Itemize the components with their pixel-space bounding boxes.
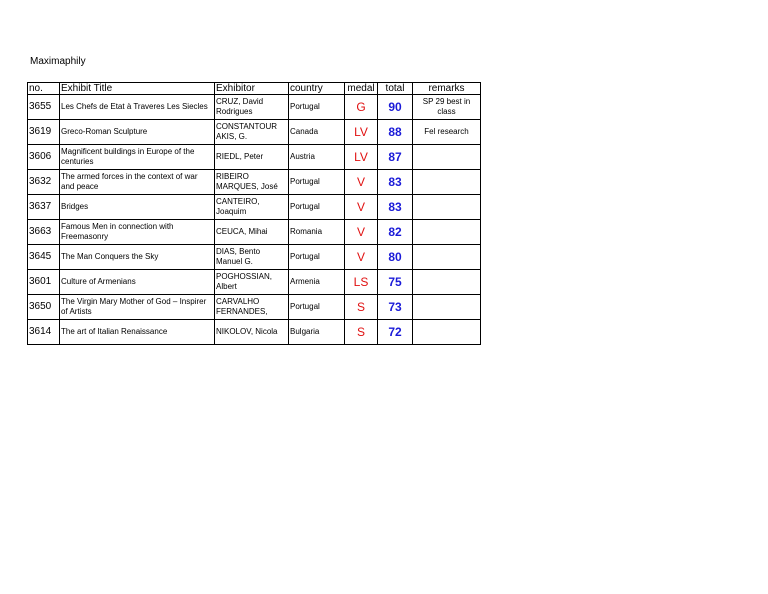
cell-exhibit-title bbox=[60, 95, 215, 120]
cell-country: Canada bbox=[289, 120, 345, 145]
cell-country: Romania bbox=[289, 220, 345, 245]
cell-country: Armenia bbox=[289, 270, 345, 295]
header-exhibit-title: Exhibit Title bbox=[60, 83, 215, 95]
cell-exhibit-title bbox=[60, 220, 215, 245]
table-row bbox=[28, 195, 481, 220]
table-row bbox=[28, 220, 481, 245]
cell-exhibitor-text: DIAS, Bento Manuel G. bbox=[216, 247, 261, 266]
cell-no: 3637 bbox=[28, 195, 60, 220]
cell-remarks bbox=[413, 320, 481, 345]
cell-exhibit-title-text: The Man Conquers the Sky bbox=[61, 252, 159, 261]
cell-exhibit-title-text: Famous Men in connection with Freemasonry bbox=[61, 222, 174, 241]
cell-exhibit-title bbox=[60, 245, 215, 270]
table-row bbox=[28, 145, 481, 170]
cell-exhibit-title bbox=[60, 170, 215, 195]
header-medal: medal bbox=[345, 83, 378, 95]
cell-exhibit-title-text: Magnificent buildings in Europe of the centuries bbox=[61, 147, 195, 166]
table-row bbox=[28, 170, 481, 195]
cell-total: 73 bbox=[378, 295, 413, 320]
cell-remarks bbox=[413, 145, 481, 170]
cell-exhibitor bbox=[215, 145, 289, 170]
results-table bbox=[27, 82, 481, 345]
cell-total: 83 bbox=[378, 195, 413, 220]
cell-no: 3663 bbox=[28, 220, 60, 245]
table-row bbox=[28, 245, 481, 270]
cell-no: 3601 bbox=[28, 270, 60, 295]
table-row bbox=[28, 270, 481, 295]
cell-medal: LS bbox=[345, 270, 378, 295]
cell-remarks bbox=[413, 195, 481, 220]
cell-total: 75 bbox=[378, 270, 413, 295]
cell-exhibitor-text: CANTEIRO, Joaquim bbox=[216, 197, 260, 216]
header-remarks: remarks bbox=[413, 83, 481, 95]
cell-total: 88 bbox=[378, 120, 413, 145]
cell-no: 3645 bbox=[28, 245, 60, 270]
cell-exhibitor bbox=[215, 195, 289, 220]
cell-exhibit-title-text: Culture of Armenians bbox=[61, 277, 136, 286]
cell-exhibitor-text: CEUCA, Mihai bbox=[216, 227, 268, 236]
table-row bbox=[28, 295, 481, 320]
cell-exhibitor-text: CRUZ, David Rodrigues bbox=[216, 97, 264, 116]
cell-exhibit-title-text: Bridges bbox=[61, 202, 89, 211]
table-row bbox=[28, 320, 481, 345]
cell-total: 83 bbox=[378, 170, 413, 195]
cell-exhibitor-text: POGHOSSIAN, Albert bbox=[216, 272, 273, 291]
cell-total: 80 bbox=[378, 245, 413, 270]
cell-total: 90 bbox=[378, 95, 413, 120]
cell-country: Portugal bbox=[289, 295, 345, 320]
cell-country: Bulgaria bbox=[289, 320, 345, 345]
cell-country: Portugal bbox=[289, 95, 345, 120]
cell-medal: G bbox=[345, 95, 378, 120]
cell-no: 3632 bbox=[28, 170, 60, 195]
cell-exhibit-title bbox=[60, 270, 215, 295]
cell-total: 72 bbox=[378, 320, 413, 345]
cell-no: 3614 bbox=[28, 320, 60, 345]
cell-remarks bbox=[413, 245, 481, 270]
cell-exhibitor-text: CONSTANTOUR AKIS, G. bbox=[216, 122, 278, 141]
cell-medal: V bbox=[345, 220, 378, 245]
cell-country: Portugal bbox=[289, 195, 345, 220]
cell-exhibit-title-text: The Virgin Mary Mother of God – Inspirer of Artists bbox=[61, 297, 207, 316]
cell-exhibitor-text: RIBEIRO MARQUES, José bbox=[216, 172, 278, 191]
cell-remarks bbox=[413, 220, 481, 245]
cell-country: Portugal bbox=[289, 170, 345, 195]
cell-exhibitor bbox=[215, 270, 289, 295]
cell-medal: V bbox=[345, 245, 378, 270]
table-row bbox=[28, 120, 481, 145]
cell-no: 3619 bbox=[28, 120, 60, 145]
cell-exhibitor-text: NIKOLOV, Nicola bbox=[216, 327, 278, 336]
cell-remarks bbox=[413, 295, 481, 320]
cell-no: 3606 bbox=[28, 145, 60, 170]
cell-no: 3650 bbox=[28, 295, 60, 320]
header-no: no. bbox=[28, 83, 60, 95]
cell-exhibit-title-text: Greco-Roman Sculpture bbox=[61, 127, 148, 136]
cell-medal: LV bbox=[345, 120, 378, 145]
cell-exhibitor bbox=[215, 245, 289, 270]
cell-country: Portugal bbox=[289, 245, 345, 270]
header-row bbox=[28, 83, 481, 95]
cell-exhibitor bbox=[215, 120, 289, 145]
cell-exhibit-title-text: Les Chefs de Etat à Traveres Les Siecles bbox=[61, 102, 208, 111]
cell-exhibit-title bbox=[60, 145, 215, 170]
cell-exhibit-title-text: The armed forces in the context of war and peace bbox=[61, 172, 198, 191]
cell-medal: V bbox=[345, 170, 378, 195]
table-row bbox=[28, 95, 481, 120]
header-country: country bbox=[289, 83, 345, 95]
cell-exhibit-title bbox=[60, 120, 215, 145]
cell-exhibitor-text: RIEDL, Peter bbox=[216, 152, 264, 161]
header-total: total bbox=[378, 83, 413, 95]
cell-remarks: SP 29 best in class bbox=[413, 95, 481, 120]
cell-no: 3655 bbox=[28, 95, 60, 120]
cell-exhibit-title-text: The art of Italian Renaissance bbox=[61, 327, 168, 336]
cell-exhibit-title bbox=[60, 195, 215, 220]
cell-medal: S bbox=[345, 295, 378, 320]
cell-total: 87 bbox=[378, 145, 413, 170]
cell-exhibit-title bbox=[60, 320, 215, 345]
cell-exhibitor bbox=[215, 320, 289, 345]
cell-medal: S bbox=[345, 320, 378, 345]
cell-medal: V bbox=[345, 195, 378, 220]
cell-country: Austria bbox=[289, 145, 345, 170]
cell-exhibitor bbox=[215, 220, 289, 245]
cell-remarks: Fel research bbox=[413, 120, 481, 145]
cell-medal: LV bbox=[345, 145, 378, 170]
cell-remarks bbox=[413, 270, 481, 295]
cell-exhibitor bbox=[215, 95, 289, 120]
cell-exhibit-title bbox=[60, 295, 215, 320]
cell-exhibitor bbox=[215, 295, 289, 320]
cell-remarks bbox=[413, 170, 481, 195]
cell-total: 82 bbox=[378, 220, 413, 245]
cell-exhibitor bbox=[215, 170, 289, 195]
cell-exhibitor-text: CARVALHO FERNANDES, bbox=[216, 297, 268, 316]
page-title: Maximaphily bbox=[30, 56, 86, 67]
header-exhibitor: Exhibitor bbox=[215, 83, 289, 95]
